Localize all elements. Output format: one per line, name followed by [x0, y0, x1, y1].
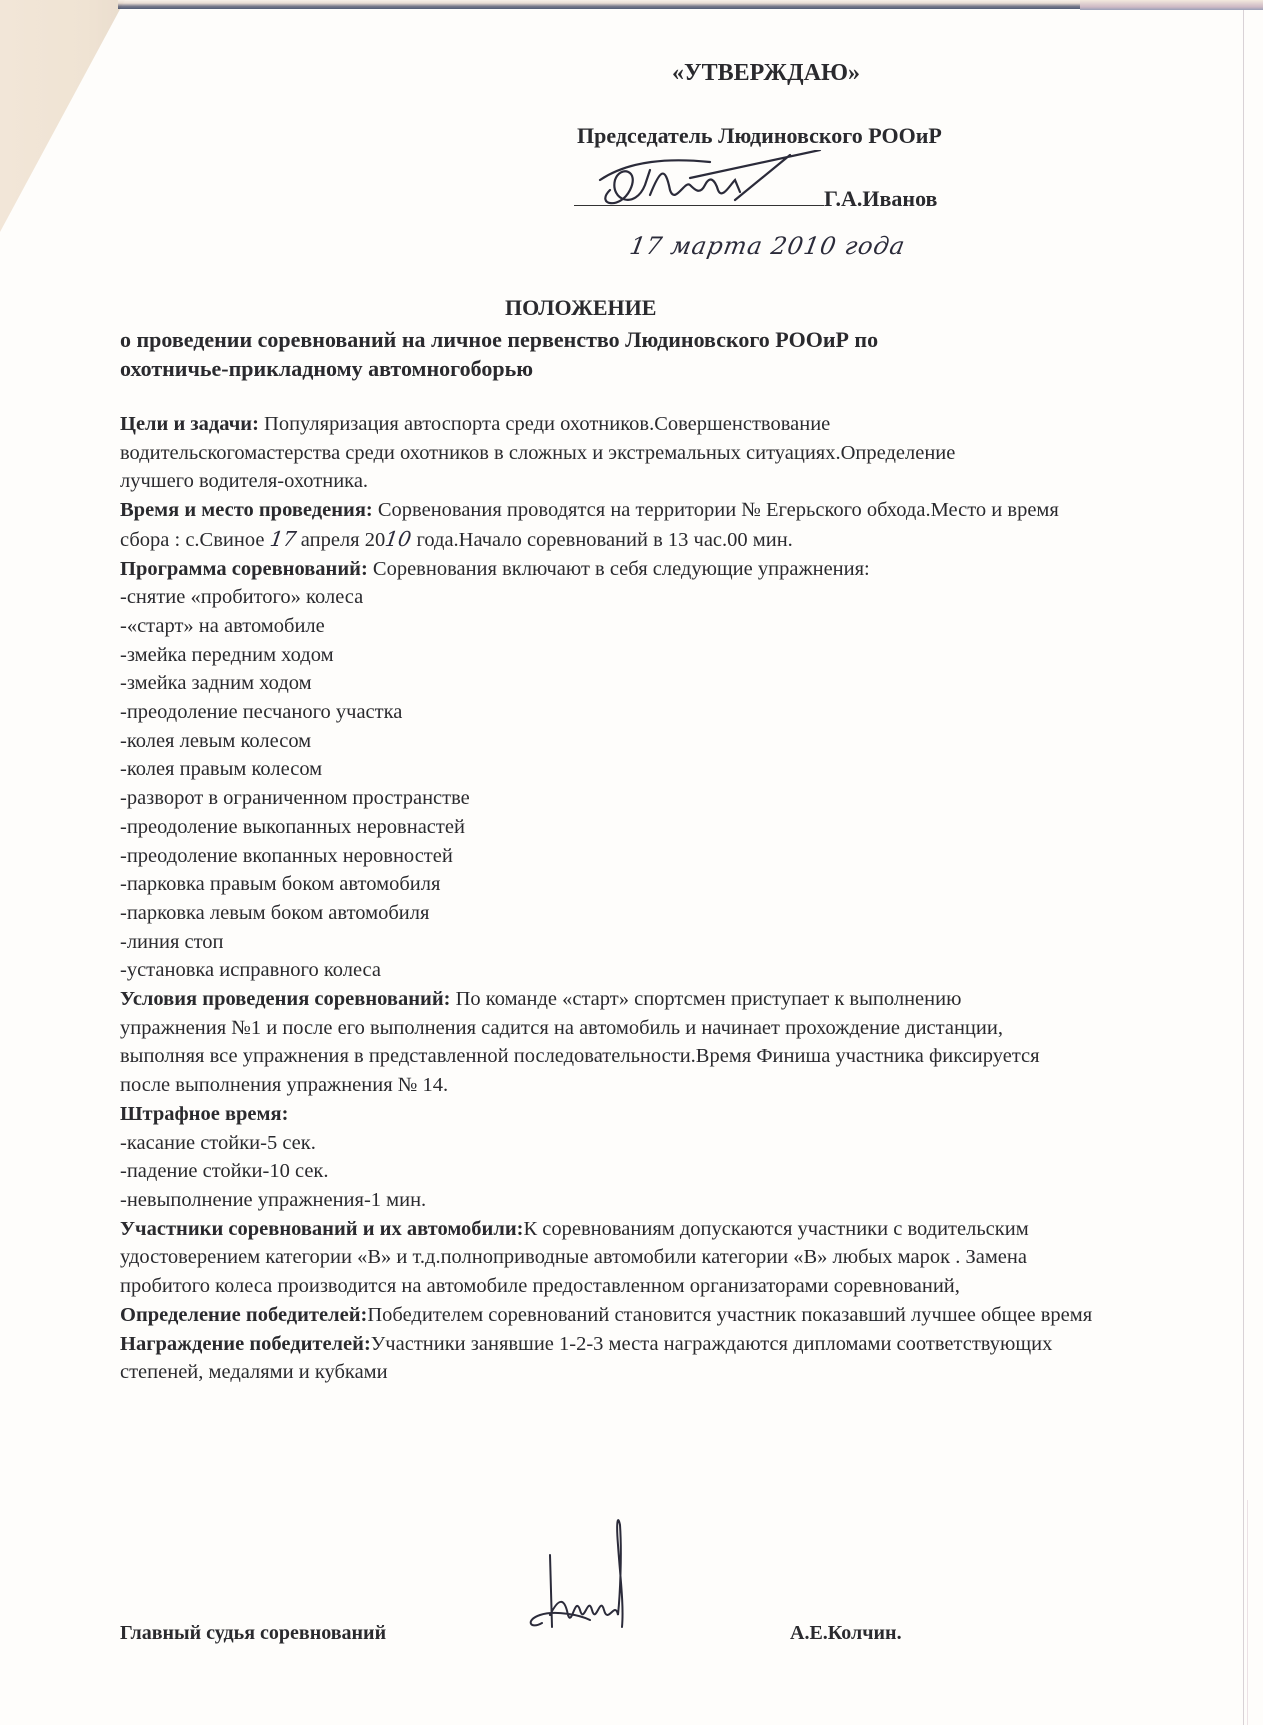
- exercise-item: -линия стоп: [120, 930, 224, 953]
- approval-position: Председатель Людиновского РООиР: [577, 123, 942, 148]
- exercise-item: -установка исправного колеса: [120, 959, 382, 982]
- section-winners: [120, 1301, 1110, 1330]
- approval-handwritten-date: 17 марта 2010 года: [627, 232, 908, 260]
- section-goals-label: Цели и задачи:: [120, 413, 259, 435]
- section-time-place-text-3: года.Начало соревнований в 13 час.00 мин.: [411, 528, 793, 551]
- section-awards: [120, 1330, 1080, 1387]
- section-time-place-text-1: Сорвенования проводятся на территории № Егерьского обхода.Место и время сбора : с.Свиное: [120, 499, 1059, 551]
- section-penalties: [120, 1100, 1100, 1129]
- exercise-item: -преодоление вкопанных неровностей: [120, 844, 453, 867]
- chief-judge-name: А.Е.Колчин.: [790, 1622, 902, 1644]
- handwritten-year-suffix: 10: [383, 526, 414, 551]
- section-program: [120, 555, 1100, 584]
- section-goals: [120, 410, 1000, 496]
- exercise-item: -парковка левым боком автомобиля: [120, 901, 430, 924]
- document-subtitle-line-2: охотничье-прикладному автомногоборью: [120, 356, 534, 381]
- document-body: [120, 410, 1100, 1387]
- section-time-place-label: Время и место проведения:: [120, 499, 373, 522]
- exercise-item: -«старт» на автомобиле: [120, 614, 325, 637]
- scan-top-edge-right: [1080, 0, 1263, 10]
- exercise-item: -колея левым колесом: [120, 729, 312, 752]
- section-awards-label: Награждение победителей:: [120, 1332, 371, 1355]
- section-participants-text: К соревнованиям допускаются участники с водительским удостоверением категории «В» и т.д.полноприводные автомобили категории «В» любых марок . Замена пробитого колеса производится на автомобиле предоставленном организаторами соревнований,: [120, 1217, 1029, 1298]
- exercise-item: -преодоление выкопанных неровнастей: [120, 815, 465, 838]
- section-time-place-text-2: апреля 20: [295, 528, 386, 551]
- scan-corner-fold: [0, 0, 125, 232]
- chief-judge-signature: [520, 1515, 660, 1635]
- scan-right-edge: [1243, 10, 1244, 1725]
- approval-signature-line: [574, 205, 824, 206]
- section-conditions-label: Условия проведения соревнований:: [120, 988, 451, 1011]
- section-participants-label: Участники соревнований и их автомобили:: [120, 1217, 524, 1240]
- exercise-item: -разворот в ограниченном пространстве: [120, 787, 470, 810]
- handwritten-day: 17: [267, 526, 298, 551]
- exercise-item: -снятие «пробитого» колеса: [120, 586, 364, 609]
- section-conditions-text: По команде «старт» спортсмен приступает к выполнению упражнения №1 и после его выполнения садится на автомобиль и начинает прохождение дистанции, выполняя все упражнения в представленной последовательности.Время Финиша участника фиксируется после выполнения упражнения № 14.: [120, 988, 1040, 1097]
- section-time-place: [120, 496, 1100, 554]
- approval-title: «УТВЕРЖДАЮ»: [672, 60, 861, 86]
- section-program-text: Соревнования включают в себя следующие упражнения:: [367, 557, 870, 580]
- exercise-item: -змейка задним ходом: [120, 672, 312, 695]
- scan-right-edge-secondary: [1247, 1500, 1248, 1725]
- section-participants: [120, 1215, 1110, 1301]
- section-goals-text: Популяризация автоспорта среди охотников.Совершенствование водительскогомастерства среди охотников в сложных и экстремальных ситуациях.Определение лучшего водителя-охотника.: [120, 413, 956, 493]
- document-title: ПОЛОЖЕНИЕ: [505, 295, 657, 320]
- approval-name: Г.А.Иванов: [824, 186, 938, 211]
- section-conditions: [120, 985, 1040, 1100]
- exercise-item: -преодоление песчаного участка: [120, 701, 403, 724]
- exercise-list: [120, 583, 1100, 985]
- exercise-item: -колея правым колесом: [120, 758, 323, 781]
- document-subtitle-line-1: о проведении соревнований на личное первенство Людиновского РООиР по: [120, 327, 879, 352]
- chairman-signature: [590, 150, 830, 216]
- penalty-item: -касание стойки-5 сек.: [120, 1131, 316, 1154]
- document-subtitle: [120, 325, 878, 383]
- penalty-item: -падение стойки-10 сек.: [120, 1160, 329, 1183]
- chief-judge-label: Главный судья соревнований: [120, 1622, 387, 1644]
- section-winners-text: Победителем соревнований становится участник показавший лучшее общее время: [367, 1303, 1093, 1326]
- penalty-list: [120, 1129, 1100, 1215]
- section-penalties-label: Штрафное время:: [120, 1102, 289, 1125]
- section-program-label: Программа соревнований:: [120, 557, 368, 580]
- section-winners-label: Определение победителей:: [120, 1303, 368, 1326]
- section-awards-text: Участники занявшие 1-2-3 места награждаются дипломами соответствующих степеней, медалями и кубками: [120, 1332, 1053, 1384]
- penalty-item: -невыполнение упражнения-1 мин.: [120, 1188, 427, 1211]
- exercise-item: -змейка передним ходом: [120, 643, 334, 666]
- exercise-item: -парковка правым боком автомобиля: [120, 873, 441, 896]
